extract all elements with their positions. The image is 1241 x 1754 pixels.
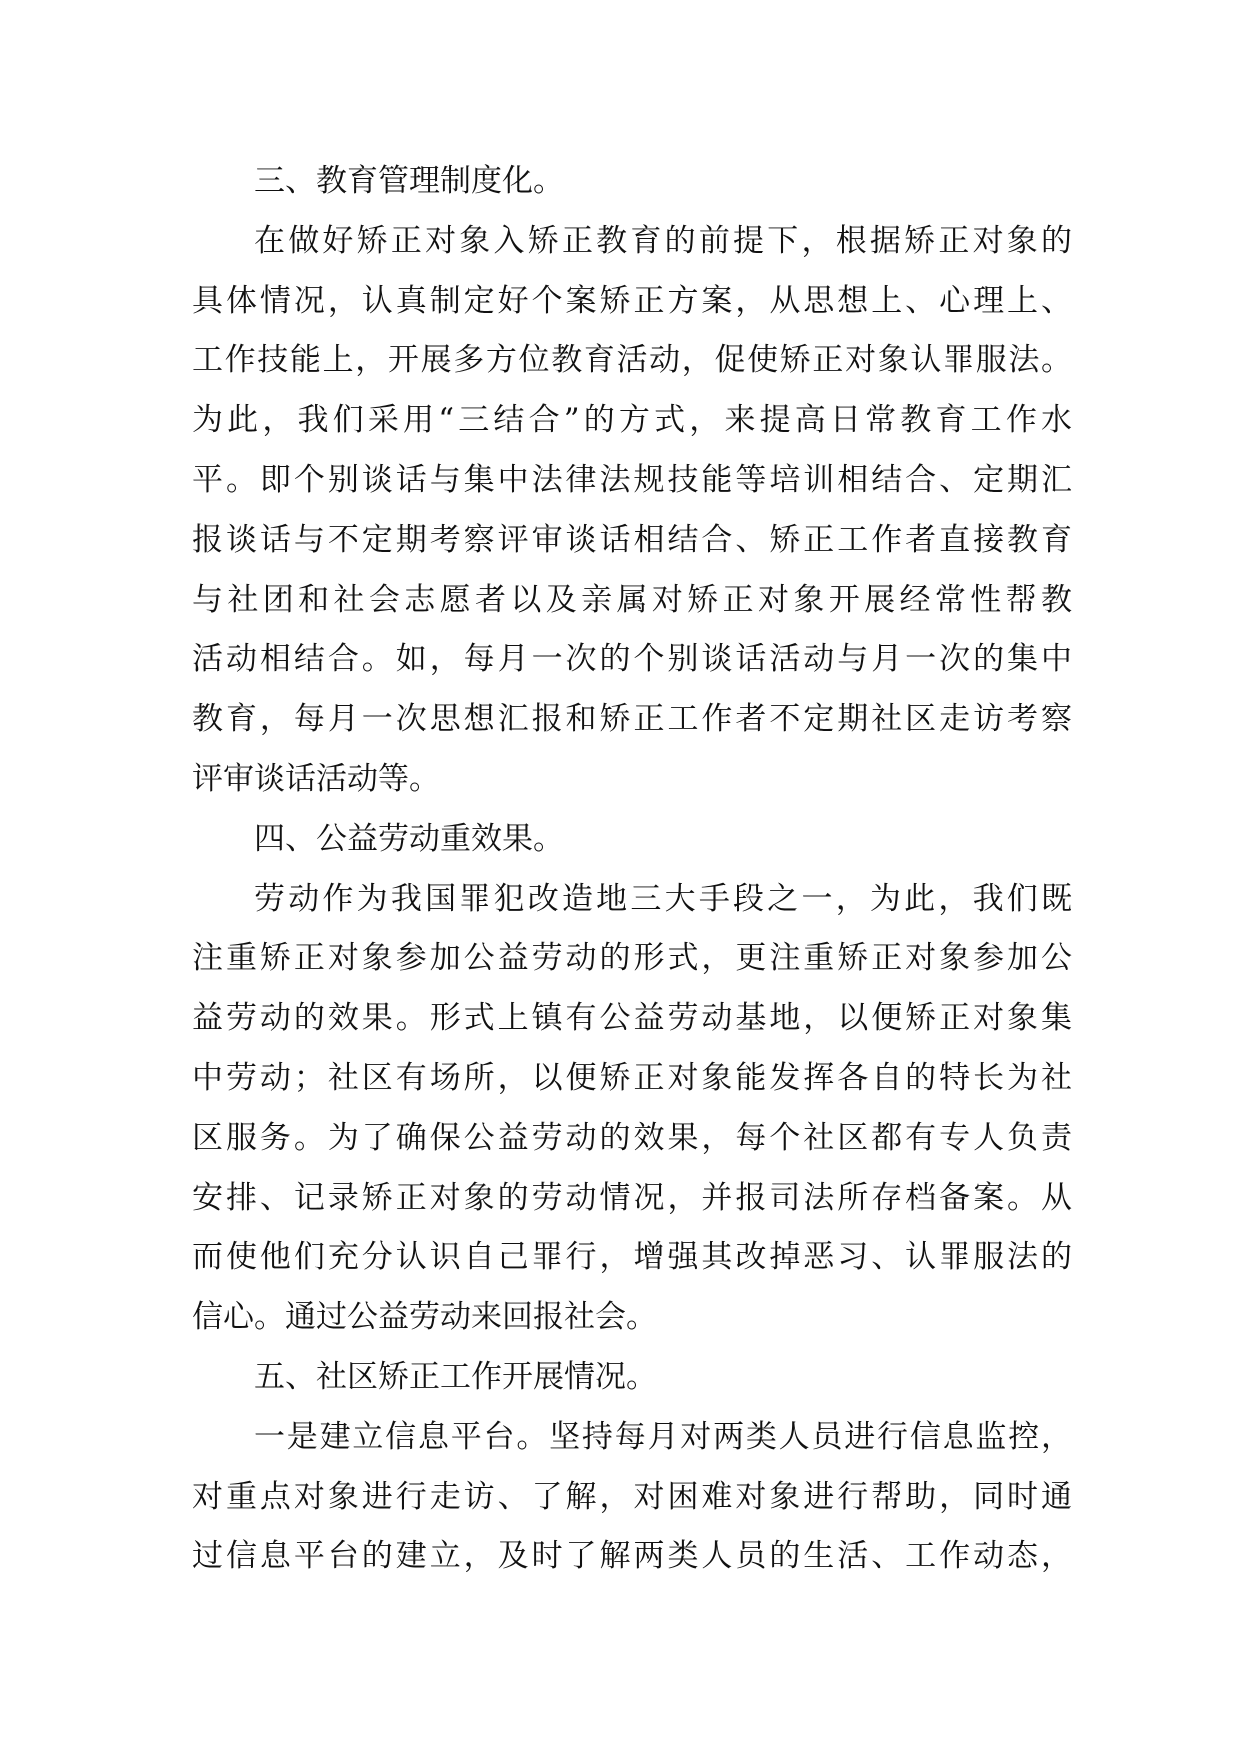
heading-public-labor: 四、公益劳动重效果。 [254,820,564,857]
paragraph-line: 过信息平台的建立，及时了解两类人员的生活、工作动态， [192,1538,1072,1575]
document-body [192,152,1072,1587]
paragraph-line: 评审谈话活动等。 [192,760,440,797]
paragraph-line: 区服务。为了确保公益劳动的效果，每个社区都有专人负责 [192,1119,1072,1156]
paragraph-line: 工作技能上，开展多方位教育活动，促使矫正对象认罪服法。 [192,342,1072,379]
paragraph-line: 报谈话与不定期考察评审谈话相结合、矫正工作者直接教育 [192,521,1072,558]
paragraph-line: 具体情况，认真制定好个案矫正方案，从思想上、心理上、 [192,282,1072,319]
paragraph-line: 信心。通过公益劳动来回报社会。 [192,1299,657,1336]
heading-education-management: 三、教育管理制度化。 [254,163,564,199]
paragraph-line: 中劳动；社区有场所，以便矫正对象能发挥各自的特长为社 [192,1059,1072,1096]
paragraph-line: 教育，每月一次思想汇报和矫正工作者不定期社区走访考察 [192,701,1072,738]
paragraph-line: 注重矫正对象参加公益劳动的形式，更注重矫正对象参加公 [192,940,1072,977]
paragraph-line: 安排、记录矫正对象的劳动情况，并报司法所存档备案。从 [192,1179,1072,1216]
paragraph-line: 活动相结合。如，每月一次的个别谈话活动与月一次的集中 [192,641,1072,678]
paragraph-line: 为此，我们采用“三结合”的方式，来提高日常教育工作水 [192,402,1072,439]
paragraph-line: 而使他们充分认识自己罪行，增强其改掉恶习、认罪服法的 [192,1239,1072,1276]
paragraph-line: 一是建立信息平台。坚持每月对两类人员进行信息监控， [254,1418,1072,1455]
heading-community-correction: 五、社区矫正工作开展情况。 [254,1358,657,1395]
paragraph-line: 在做好矫正对象入矫正教育的前提下，根据矫正对象的 [254,222,1072,259]
paragraph-line: 与社团和社会志愿者以及亲属对矫正对象开展经常性帮教 [192,581,1072,618]
paragraph-line: 益劳动的效果。形式上镇有公益劳动基地，以便矫正对象集 [192,1000,1072,1037]
paragraph-line: 平。即个别谈话与集中法律法规技能等培训相结合、定期汇 [192,461,1072,498]
paragraph-line: 对重点对象进行走访、了解，对困难对象进行帮助，同时通 [192,1478,1072,1515]
paragraph-line: 劳动作为我国罪犯改造地三大手段之一，为此，我们既 [254,880,1072,917]
